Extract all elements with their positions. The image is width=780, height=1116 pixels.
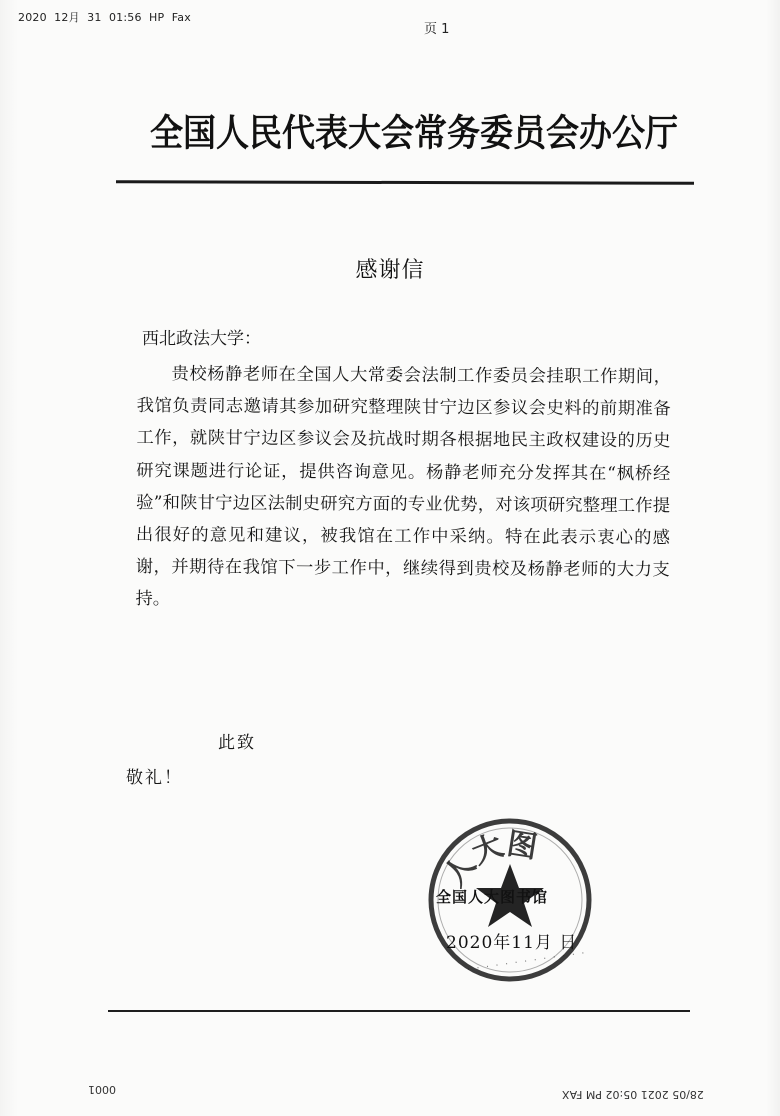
letterhead-rule xyxy=(116,180,694,185)
fax-footer-timestamp: 28/05 2021 05:02 PM FAX xyxy=(562,1088,704,1101)
letter-closing-ci-zhi: 此致 xyxy=(218,733,256,753)
seal-top-text: 人大图 xyxy=(436,826,540,894)
letter-body: 贵校杨静老师在全国人大常委会法制工作委员会挂职工作期间，我馆负责同志邀请其参加研究整理陕甘宁边区参议会史料的前期准备工作，就陕甘宁边区参议会及抗战时期各根据地民主政权建设的历史研究课题进行论证，提供咨询意见。杨静老师充分发挥其在“枫桥经验”和陕甘宁边区法制史研究方面的专业优势，对该项研究整理工作提出很好的意见和建议，被我馆在工作中采纳。特在此表示衷心的感谢，并期待在我馆下一步工作中，继续得到贵校及杨静老师的大力支持。 xyxy=(135,364,671,610)
fax-header-timestamp: 2020 12月 31 01:56 HP Fax xyxy=(18,11,191,24)
letterhead-organization: 全国人民代表大会常务委员会办公厅 xyxy=(150,110,678,155)
signature-date: 2020年11月 日 xyxy=(446,933,578,953)
fax-footer-page-code: 0001 xyxy=(88,1083,116,1096)
letter-closing-jing-li: 敬礼！ xyxy=(126,768,183,788)
svg-text:· · · · · · · · · · · · ·: · · · · · · · · · · · · · xyxy=(465,948,586,975)
letter-salutation: 西北政法大学： xyxy=(142,329,261,349)
footer-rule xyxy=(108,1010,690,1012)
letter-title: 感谢信 xyxy=(355,258,425,283)
fax-page-number: 页 1 xyxy=(424,22,450,37)
signature-signer: 全国人大图书馆 xyxy=(436,888,549,906)
